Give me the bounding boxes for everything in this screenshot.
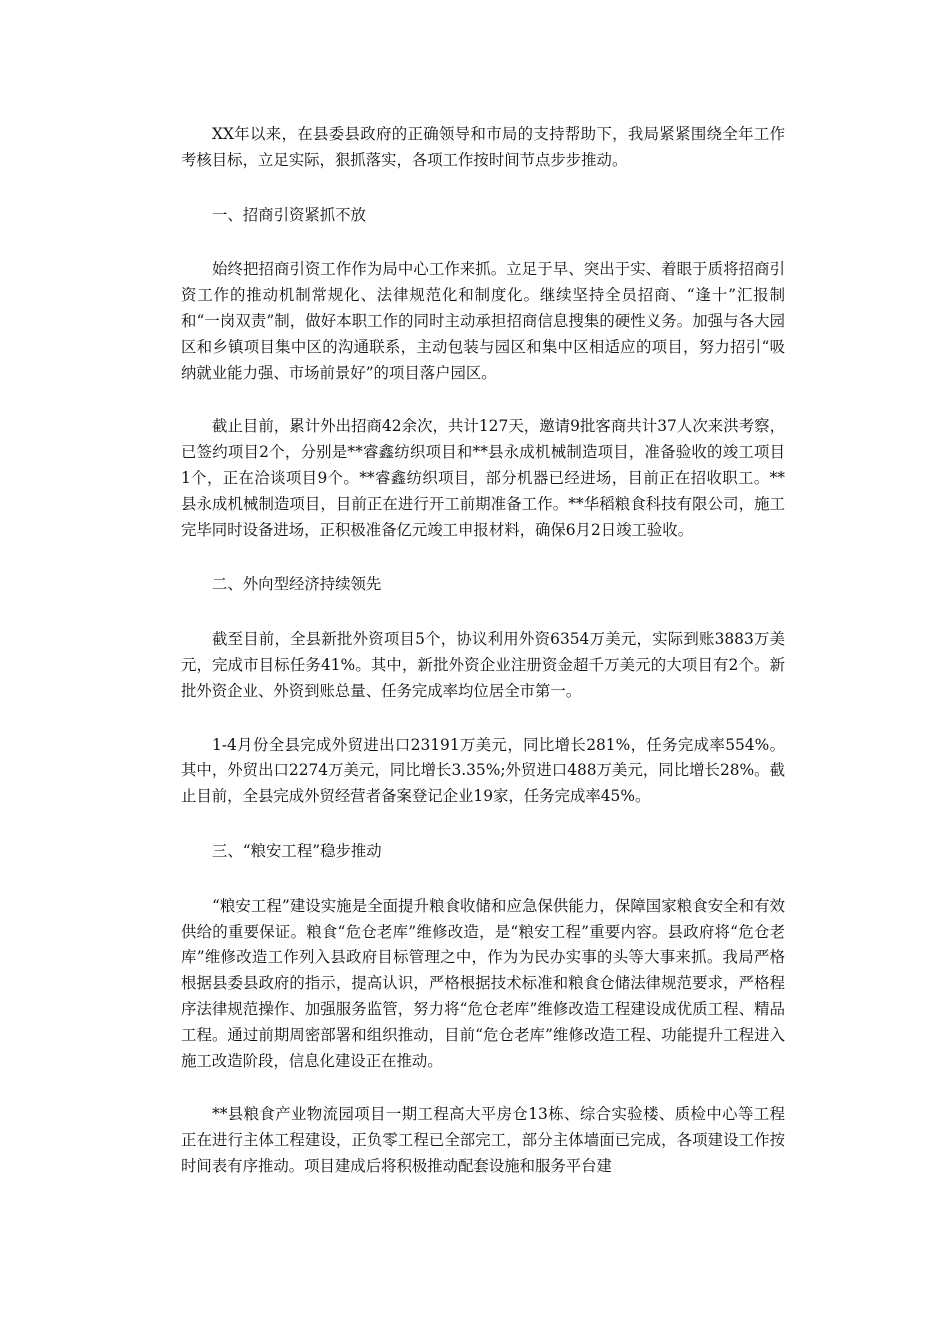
document-body [181,122,785,1180]
section2-paragraph-1: 截至目前，全县新批外资项目5个，协议利用外资6354万美元，实际到账3883万美元，完成市目标任务41%。其中，新批外资企业注册资金超千万美元的大项目有2个。新批外资企业、外资到账总量、任务完成率均位居全市第一。 [181,630,785,700]
section-heading-1: 一、招商引资紧抓不放 [212,205,366,224]
section3-paragraph-1: “粮安工程”建设实施是全面提升粮食收储和应急保供能力，保障国家粮食安全和有效供给的重要保证。粮食“危仓老库”维修改造，是“粮安工程”重要内容。县政府将“危仓老库”维修改造工作列入县政府目标管理之中，作为为民办实事的头等大事来抓。我局严格根据县委县政府的指示，提高认识，严格根据技术标准和粮食仓储法律规范要求，严格程序法律规范操作、加强服务监管，努力将“危仓老库”维修改造工程建设成优质工程、精品工程。通过前期周密部署和组织推动，目前“危仓老库”维修改造工程、功能提升工程进入施工改造阶段，信息化建设正在推动。 [181,896,785,1070]
section1-paragraph-2: 截止目前，累计外出招商42余次，共计127天，邀请9批客商共计37人次来洪考察，已签约项目2个，分别是**睿鑫纺织项目和**县永成机械制造项目，准备验收的竣工项目1个，正在洽谈项目9个。**睿鑫纺织项目，部分机器已经进场，目前正在招收职工。**县永成机械制造项目，目前正在进行开工前期准备工作。**华稻粮食科技有限公司，施工完毕同时设备进场，正积极准备亿元竣工申报材料，确保6月2日竣工验收。 [181,417,785,539]
section3-paragraph-2: **县粮食产业物流园项目一期工程高大平房仓13栋、综合实验楼、质检中心等工程正在进行主体工程建设，正负零工程已全部完工，部分主体墙面已完成，各项建设工作按时间表有序推动。项目建成后将积极推动配套设施和服务平台建 [181,1105,785,1175]
section1-paragraph-1: 始终把招商引资工作作为局中心工作来抓。立足于早、突出于实、着眼于质将招商引资工作的推动机制常规化、法律规范化和制度化。继续坚持全员招商、“逢十”汇报制和“一岗双责”制，做好本职工作的同时主动承担招商信息搜集的硬性义务。加强与各大园区和乡镇项目集中区的沟通联系，主动包装与园区和集中区相适应的项目，努力招引“吸纳就业能力强、市场前景好”的项目落户园区。 [181,260,785,382]
intro-paragraph: XX年以来，在县委县政府的正确领导和市局的支持帮助下，我局紧紧围绕全年工作考核目标，立足实际，狠抓落实，各项工作按时间节点步步推动。 [181,125,785,169]
section-heading-3: 三、“粮安工程”稳步推动 [212,841,382,860]
section2-paragraph-2: 1-4月份全县完成外贸进出口23191万美元，同比增长281%，任务完成率554%。其中，外贸出口2274万美元，同比增长3.35%;外贸进口488万美元，同比增长28%。截止目前，全县完成外贸经营者备案登记企业19家，任务完成率45%。 [181,735,785,806]
section-heading-2: 二、外向型经济持续领先 [212,575,382,594]
